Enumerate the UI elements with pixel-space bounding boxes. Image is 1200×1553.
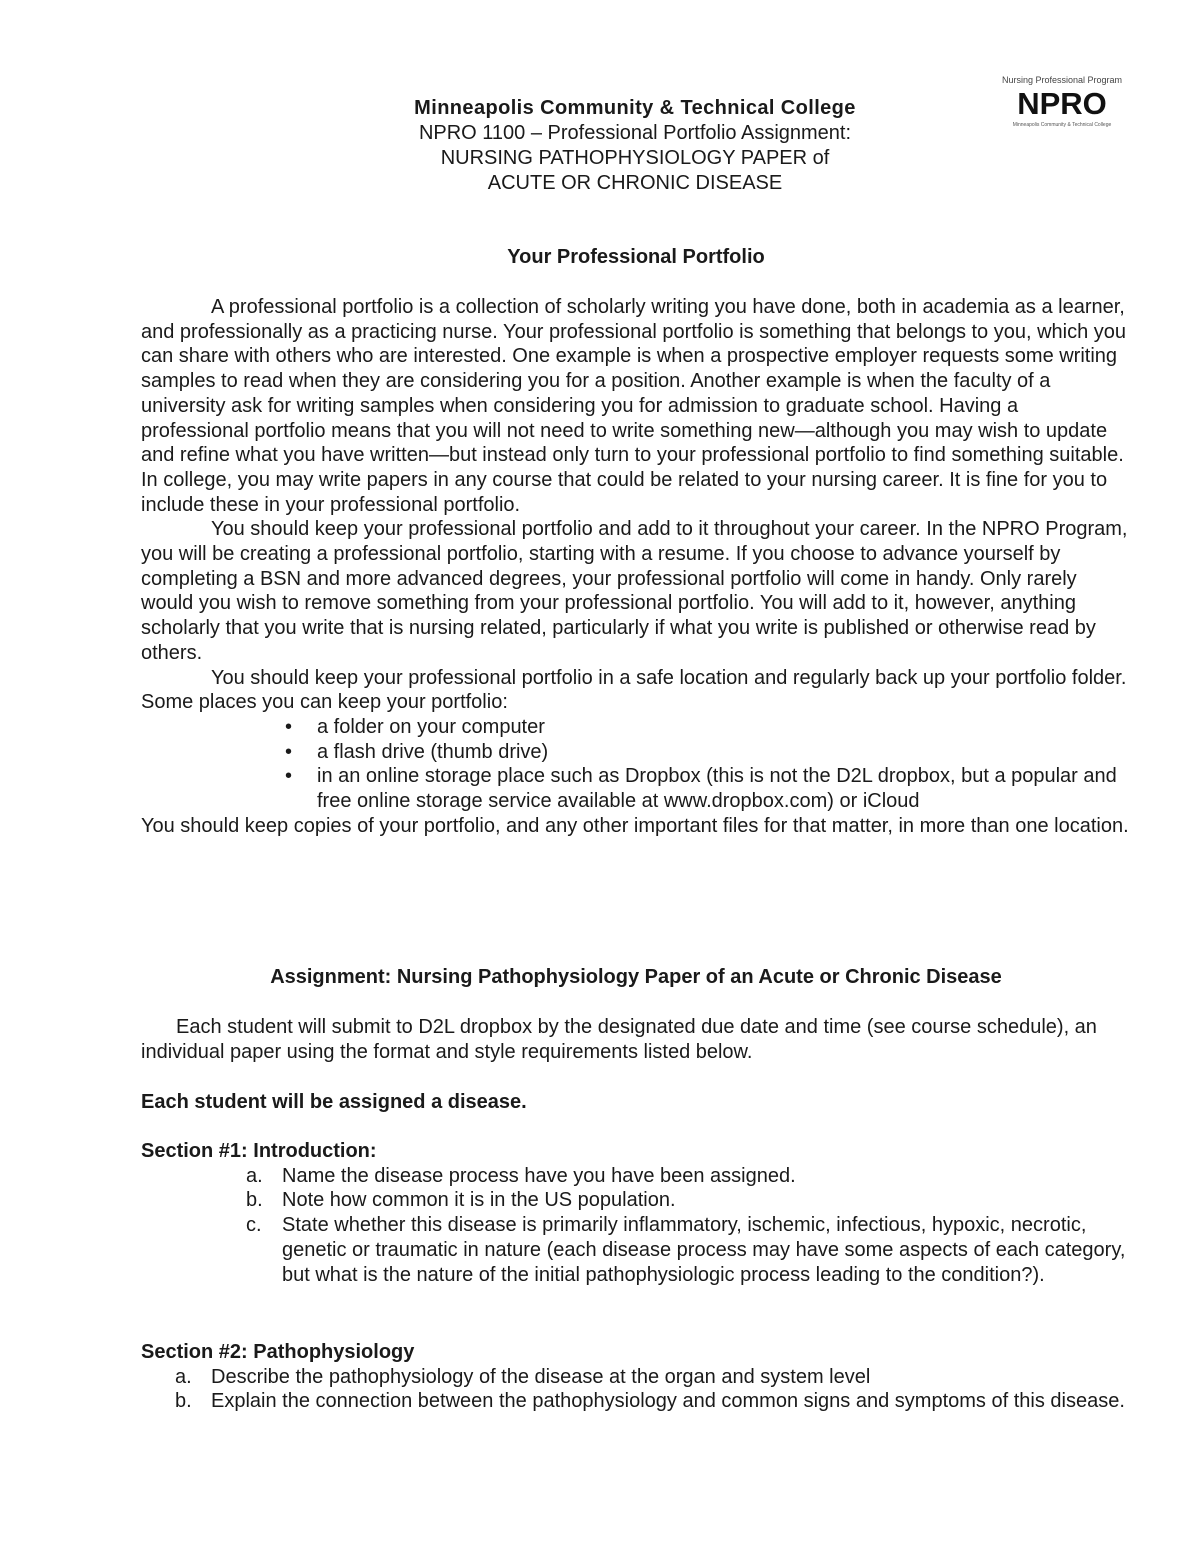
assigned-statement: Each student will be assigned a disease. xyxy=(141,1091,527,1113)
assignment-heading: Assignment: Nursing Pathophysiology Paper of an Acute or Chronic Disease xyxy=(270,966,1002,988)
portfolio-paragraph: You should keep your professional portfolio and add to it throughout your career. In the NPRO Program, you will be creating a professional portfolio, starting with a resume. If you choose to advance yourself by completing a BSN and more advanced degrees, your professional portfolio will come in handy. Only rarely would you wish to remove something from your professional portfolio. You will add to it, however, anything scholarly that you write that is nursing related, particularly if what you write is published or otherwise read by others. xyxy=(141,518,1128,664)
section-1 xyxy=(141,1139,1131,1287)
portfolio-text xyxy=(141,295,1131,838)
bullet-icon: • xyxy=(285,715,293,738)
section-1-title: Section #1: Introduction: xyxy=(141,1140,377,1162)
npro-logo xyxy=(996,74,1128,132)
assignment-intro: Each student will submit to D2L dropbox by the designated due date and time (see course schedule), an individual paper using the format and style requirements listed below. xyxy=(141,1016,1097,1063)
list-item: c. State whether this disease is primarily inflammatory, ischemic, infectious, hypoxic, necrotic, genetic or traumatic in nature (each disease process may have some aspects of each category, but what is the nature of the initial pathophysiologic process leading to the condition?). xyxy=(246,1214,1126,1286)
portfolio-paragraph: You should keep your professional portfolio in a safe location and regularly back up your portfolio folder. Some places you can keep your portfolio: xyxy=(141,666,1127,714)
paper-subtitle: ACUTE OR CHRONIC DISEASE xyxy=(487,172,783,194)
list-item: a. Describe the pathophysiology of the disease at the organ and system level xyxy=(175,1365,871,1388)
list-item: a. Name the disease process have you have been assigned. xyxy=(246,1164,796,1187)
logo-acronym: NPRO xyxy=(1017,86,1107,121)
portfolio-closing: You should keep copies of your portfolio, and any other important files for that matter, in more than one location. xyxy=(141,814,1129,837)
section-1-list xyxy=(141,1164,1131,1288)
document-header xyxy=(300,96,970,196)
section-2-list xyxy=(141,1365,1131,1414)
list-item: • a flash drive (thumb drive) xyxy=(285,740,549,763)
bullet-icon: • xyxy=(285,740,293,763)
course-title: NPRO 1100 – Professional Portfolio Assignment: xyxy=(418,122,852,144)
list-item: b. Explain the connection between the pathophysiology and common signs and symptoms of this disease. xyxy=(175,1390,1125,1413)
logo-tagline: Nursing Professional Program xyxy=(1001,75,1123,85)
section-2-title: Section #2: Pathophysiology xyxy=(141,1341,415,1363)
list-item: • a folder on your computer xyxy=(285,715,545,738)
list-item: • in an online storage place such as Dropbox (this is not the D2L dropbox, but a popular and free online storage service available at www.dropbox.com) or iCloud xyxy=(285,765,1117,813)
logo-subtitle: Minneapolis Community & Technical College xyxy=(1012,122,1112,128)
paper-title: NURSING PATHOPHYSIOLOGY PAPER of xyxy=(440,147,830,169)
college-name: Minneapolis Community & Technical College xyxy=(414,97,856,119)
section-2 xyxy=(141,1340,1131,1414)
portfolio-heading: Your Professional Portfolio xyxy=(507,246,765,268)
portfolio-paragraph: A professional portfolio is a collection of scholarly writing you have done, both in academia as a learner, and professionally as a practicing nurse. Your professional portfolio is something that belongs to you, which you can share with others who are interested. One example is when a prospective employer requests some writing samples to read when they are considering you for a position. Another example is when the faculty of a university ask for writing samples when considering you for admission to graduate school. Having a professional portfolio means that you will not need to write something new—although you may wish to update and refine what you have written—but instead only turn to your professional portfolio to find something suitable. In college, you may write papers in any course that could be related to your nursing career. It is fine for you to include these in your professional portfolio. xyxy=(141,296,1127,516)
list-item: b. Note how common it is in the US population. xyxy=(246,1189,676,1212)
storage-list xyxy=(141,715,1131,814)
bullet-icon: • xyxy=(285,765,293,788)
